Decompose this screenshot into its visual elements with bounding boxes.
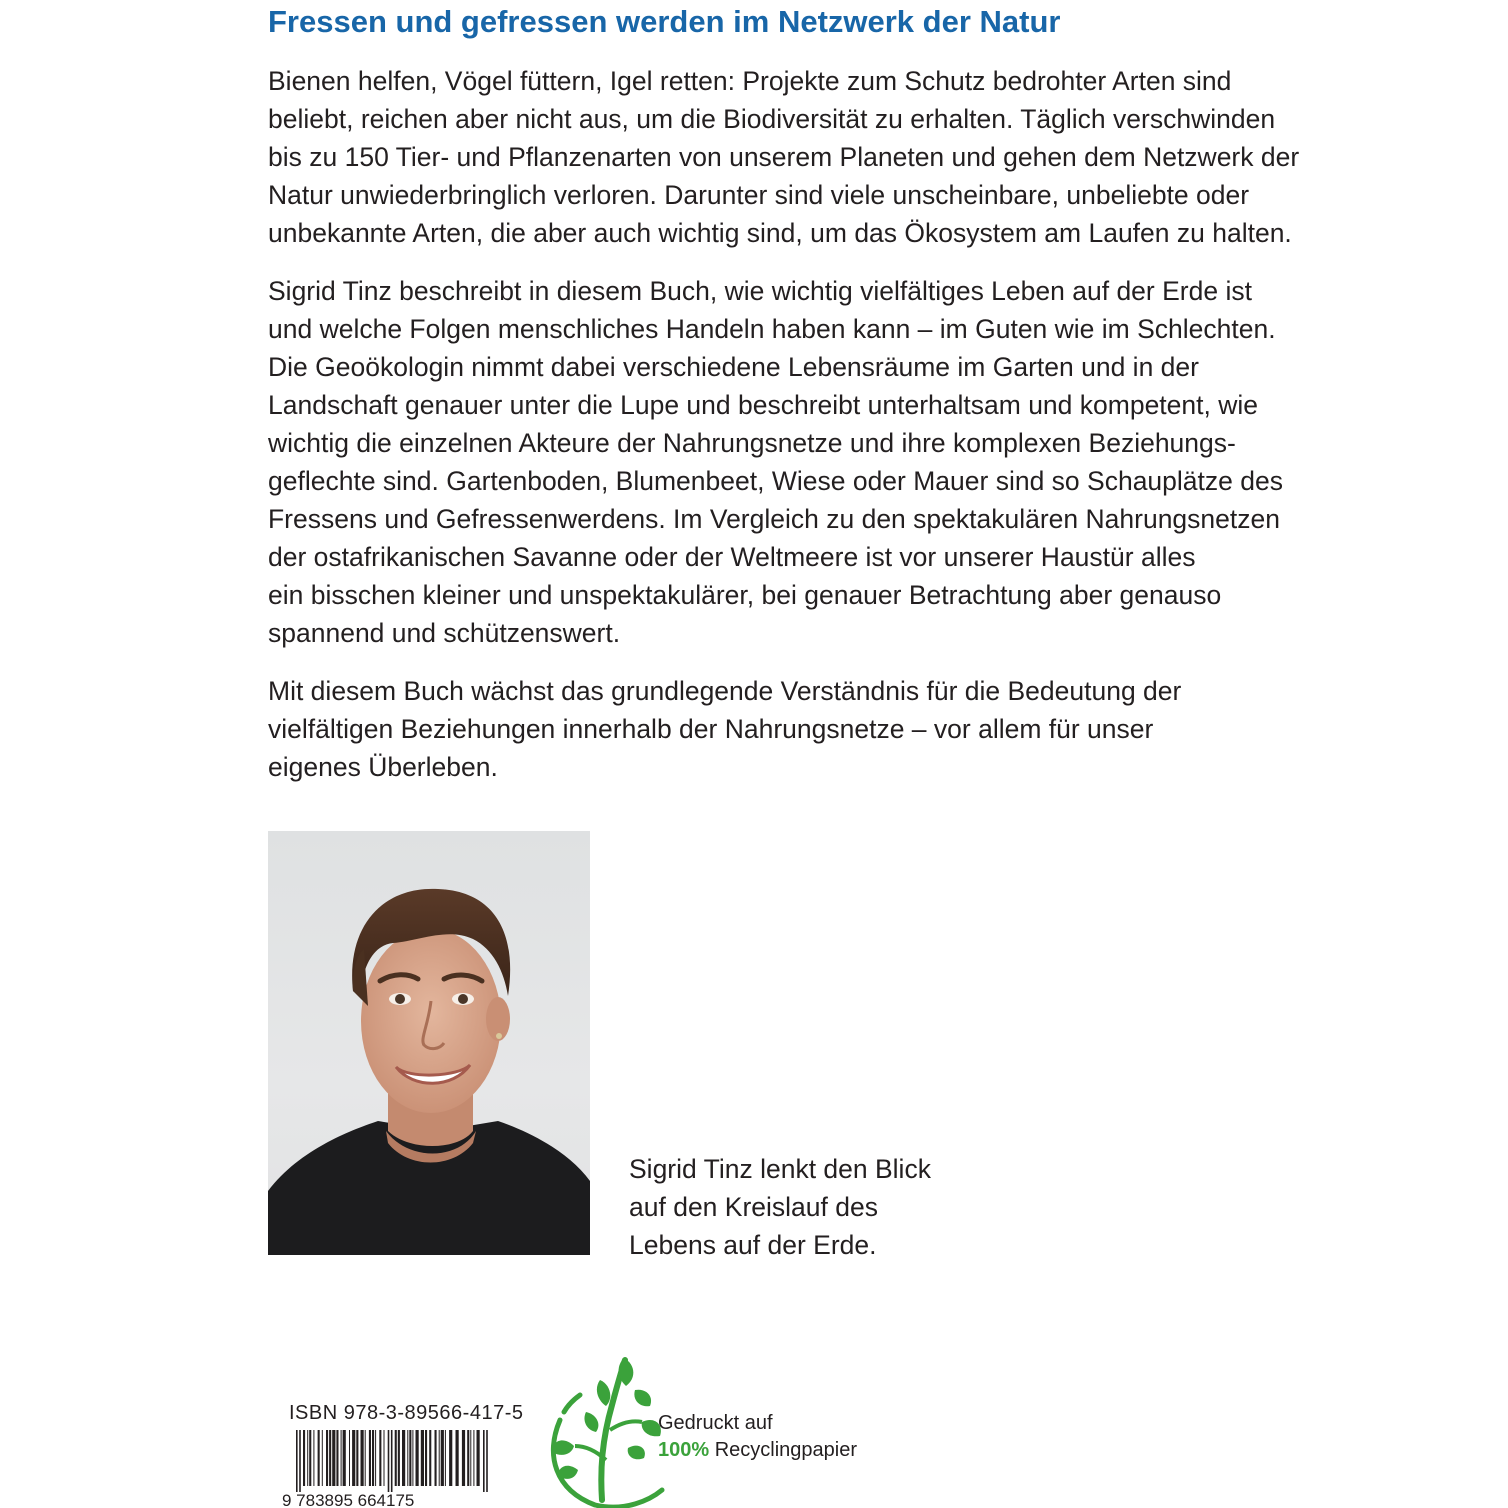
barcode-bar [326,1430,328,1486]
barcode-bar [483,1430,485,1492]
barcode [282,1430,498,1508]
text-line: bis zu 150 Tier- und Pflanzenarten von unserem Planeten und gehen dem Netzwerk der [268,142,1300,172]
barcode-bar [421,1430,424,1486]
author-photo [268,831,590,1255]
caption-line: Sigrid Tinz lenkt den Blick [629,1154,931,1184]
recycling-line-1: Gedruckt auf [658,1412,773,1434]
barcode-bar [402,1430,405,1486]
barcode-bar [456,1430,459,1486]
barcode-bar [467,1430,469,1486]
paragraph-conclusion [268,672,1258,786]
barcode-bar [365,1430,366,1486]
barcode-bar [435,1430,437,1486]
barcode-bar [369,1430,371,1486]
barcode-bar [379,1430,381,1486]
barcode-bar [416,1430,419,1486]
text-line: unbekannte Arten, die aber auch wichtig sind, um das Ökosystem am Laufen zu halten. [268,218,1292,248]
barcode-bars [296,1430,488,1492]
text-line: Die Geoökologin nimmt dabei verschiedene Lebensräume im Garten und in der [268,352,1199,382]
barcode-bar [407,1430,408,1486]
text-line: ein bisschen kleiner und unspektakulärer, bei genauer Betrachtung aber genauso [268,580,1222,610]
text-line: Fressens und Gefressenwerdens. Im Vergleich zu den spektakulären Nahrungsnetzen [268,504,1280,534]
barcode-bar [486,1430,488,1492]
barcode-bar [398,1430,400,1486]
barcode-bar [299,1430,301,1492]
barcode-bar [462,1430,465,1486]
barcode-bar [349,1430,350,1486]
text-line: Sigrid Tinz beschreibt in diesem Buch, wie wichtig vielfältiges Leben auf der Erde ist [268,276,1252,306]
barcode-bar [356,1430,358,1486]
recycling-paper-label: Recyclingpapier [709,1439,858,1461]
barcode-bar [341,1430,342,1486]
text-line: vielfältigen Beziehungen innerhalb der Nahrungsnetze – vor allem für unser [268,714,1154,744]
barcode-bar [449,1430,452,1486]
barcode-bar [313,1430,314,1486]
barcode-bar [322,1430,323,1486]
text-line: eigenes Überleben. [268,752,498,782]
barcode-bar [309,1430,311,1486]
barcode-bar [445,1430,446,1486]
barcode-bar [470,1430,471,1486]
barcode-bar [429,1430,431,1486]
barcode-bar [372,1430,374,1486]
text-line: Natur unwiederbringlich verloren. Darunter sind viele unscheinbare, unbeliebte oder [268,180,1250,210]
paragraph-description [268,272,1283,652]
text-line: wichtig die einzelnen Akteure der Nahrungsnetze und ihre komplexen Beziehungs- [268,428,1236,458]
barcode-bar [361,1430,364,1486]
barcode-bar [391,1430,393,1492]
text-line: und welche Folgen menschliches Handeln haben kann – im Guten wie im Schlechten. [268,314,1276,344]
barcode-bar [395,1430,397,1486]
text-line: Landschaft genauer unter die Lupe und beschreibt unterhaltsam und kompetent, wie [268,390,1258,420]
photo-caption [629,1150,949,1264]
barcode-bar [329,1430,331,1486]
barcode-bar [375,1430,376,1486]
barcode-bar [336,1430,338,1486]
barcode-bar [425,1430,427,1486]
barcode-bar [441,1430,444,1486]
barcode-bar [343,1430,346,1486]
caption-line: auf den Kreislauf des [629,1192,878,1222]
page-title: Fressen und gefressen werden im Netzwerk der Natur [268,4,1061,39]
barcode-bar [439,1430,440,1486]
barcode-bar [303,1430,305,1486]
isbn-label: ISBN 978-3-89566-417-5 [289,1402,524,1424]
portrait-illustration [268,831,590,1255]
text-line: beliebt, reichen aber nicht aus, um die Biodiversität zu erhalten. Täglich verschwinden [268,104,1276,134]
barcode-bar [332,1430,335,1486]
barcode-bar [409,1430,411,1486]
paragraph-intro [268,62,1300,252]
barcode-bar [352,1430,355,1486]
barcode-bar [473,1430,474,1486]
barcode-bar [477,1430,480,1486]
text-line: der ostafrikanischen Savanne oder der Weltmeere ist vor unserer Haustür alles [268,542,1196,572]
barcode-bar [384,1430,385,1486]
plant-icon [540,1350,670,1508]
caption-line: Lebens auf der Erde. [629,1230,877,1260]
recycling-note [658,1410,857,1464]
barcode-bar [307,1430,308,1486]
recycling-line-2 [658,1437,857,1464]
recycling-percent: 100% [658,1439,710,1461]
text-line: Mit diesem Buch wächst das grundlegende Verständnis für die Bedeutung der [268,676,1182,706]
barcode-digits: 9 783895 664175 [282,1491,415,1508]
barcode-bar [412,1430,413,1486]
text-line: spannend und schützenswert. [268,618,621,648]
text-line: Bienen helfen, Vögel füttern, Igel retten: Projekte zum Schutz bedrohter Arten sind [268,66,1232,96]
barcode-bar [388,1430,390,1492]
text-line: geflechte sind. Gartenboden, Blumenbeet, Wiese oder Mauer sind so Schauplätze des [268,466,1283,496]
barcode-bar [318,1430,320,1486]
barcode-bar [296,1430,298,1492]
